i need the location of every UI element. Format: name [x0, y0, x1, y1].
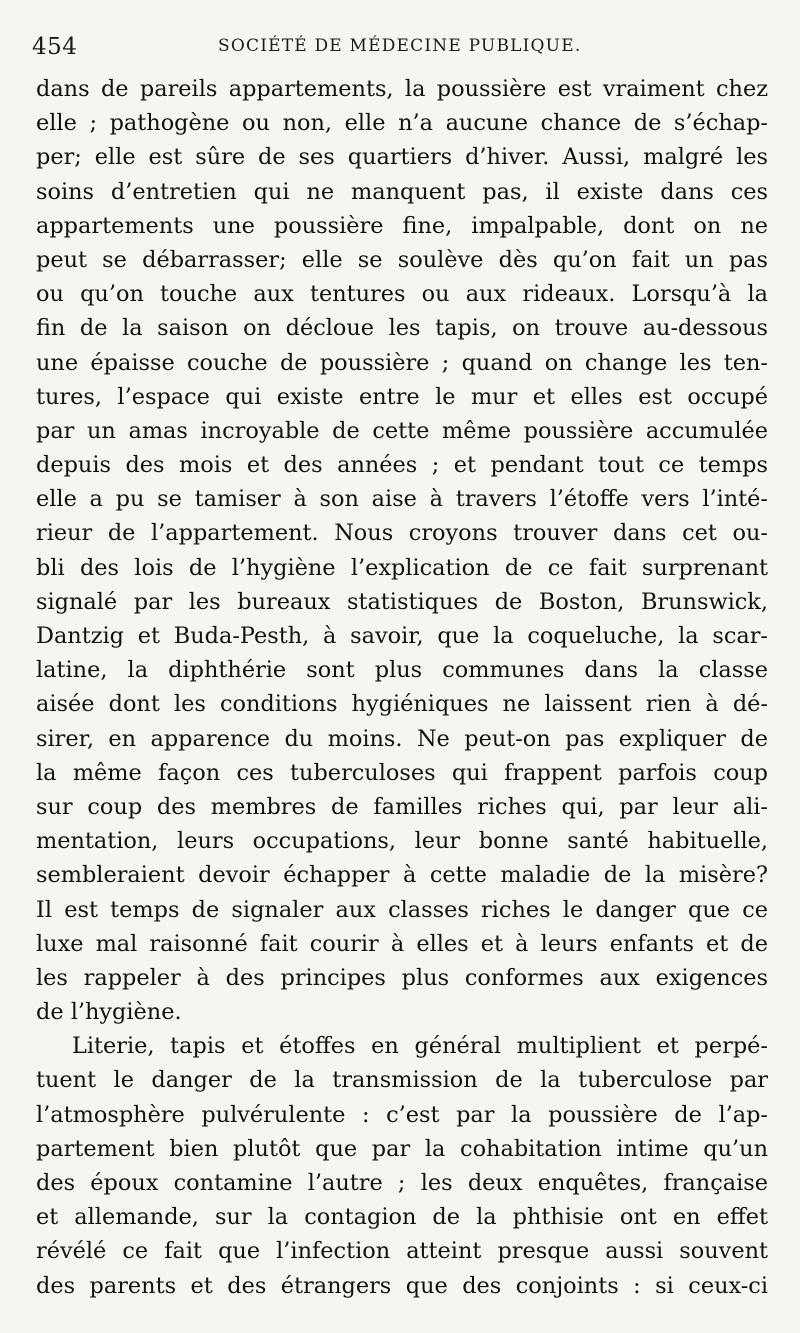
text-line: dans de pareils appartements, la poussière est vraiment chez: [36, 76, 768, 102]
text-line: latine, la diphthérie sont plus communes dans la classe: [36, 657, 768, 684]
text-line: peut se débarrasser; elle se soulève dès qu’on fait un pas: [36, 246, 768, 273]
text-line: mentation, leurs occupations, leur bonne santé habituelle,: [36, 828, 768, 855]
text-line: depuis des mois et des années ; et pendant tout ce temps: [36, 452, 768, 479]
text-line: luxe mal raisonné fait courir à elles et à leurs enfants et de: [36, 930, 768, 957]
text-line: les rappeler à des principes plus conformes aux exigences: [36, 964, 768, 991]
running-head: SOCIÉTÉ DE MÉDECINE PUBLIQUE.: [218, 36, 582, 56]
text-line: la même façon ces tuberculoses qui frappent parfois coup: [36, 759, 768, 786]
text-line: sembleraient devoir échapper à cette maladie de la misère?: [36, 862, 768, 889]
text-line: par un amas incroyable de cette même poussière accumulée: [36, 417, 768, 444]
text-line: per; elle est sûre de ses quartiers d’hiver. Aussi, malgré les: [36, 144, 768, 171]
paragraph-end-line: de l’hygiène.: [36, 999, 182, 1026]
text-line: l’atmosphère pulvérulente : c’est par la poussière de l’ap-: [36, 1101, 768, 1128]
text-line: tures, l’espace qui existe entre le mur et elles est occupé: [36, 383, 768, 410]
text-line: révélé ce fait que l’infection atteint presque aussi souvent: [36, 1238, 768, 1265]
text-line: bli des lois de l’hygiène l’explication de ce fait surprenant: [36, 554, 768, 581]
text-line: Dantzig et Buda-Pesth, à savoir, que la coqueluche, la scar-: [36, 623, 768, 649]
text-line: signalé par les bureaux statistiques de Boston, Brunswick,: [36, 588, 768, 615]
text-line: des parents et des étrangers que des conjoints : si ceux-ci: [36, 1272, 768, 1299]
text-line: ou qu’on touche aux tentures ou aux rideaux. Lorsqu’à la: [36, 281, 768, 308]
body-text: [36, 72, 768, 1303]
page-number: 454: [32, 34, 78, 60]
text-line: sur coup des membres de familles riches qui, par leur ali-: [36, 793, 768, 820]
paragraph-start-line: Literie, tapis et étoffes en général multiplient et perpé-: [72, 1033, 768, 1060]
text-line: elle a pu se tamiser à son aise à travers l’étoffe vers l’inté-: [36, 486, 768, 513]
text-line: une épaisse couche de poussière ; quand on change les ten-: [36, 349, 768, 376]
text-line: soins d’entretien qui ne manquent pas, il existe dans ces: [36, 178, 768, 205]
text-line: aisée dont les conditions hygiéniques ne laissent rien à dé-: [36, 691, 768, 718]
text-line: des époux contamine l’autre ; les deux enquêtes, française: [36, 1170, 768, 1196]
text-line: rieur de l’appartement. Nous croyons trouver dans cet ou-: [36, 520, 768, 547]
text-line: elle ; pathogène ou non, elle n’a aucune chance de s’échap-: [36, 110, 768, 137]
text-line: appartements une poussière fine, impalpable, dont on ne: [36, 212, 768, 239]
text-line: tuent le danger de la transmission de la tuberculose par: [36, 1067, 768, 1094]
text-line: fin de la saison on décloue les tapis, on trouve au-dessous: [36, 315, 768, 342]
text-line: Il est temps de signaler aux classes riches le danger que ce: [36, 896, 768, 923]
text-line: et allemande, sur la contagion de la phthisie ont en effet: [36, 1204, 768, 1231]
text-line: sirer, en apparence du moins. Ne peut-on pas expliquer de: [36, 725, 768, 752]
page-header: [28, 34, 768, 64]
text-line: partement bien plutôt que par la cohabitation intime qu’un: [36, 1135, 768, 1162]
